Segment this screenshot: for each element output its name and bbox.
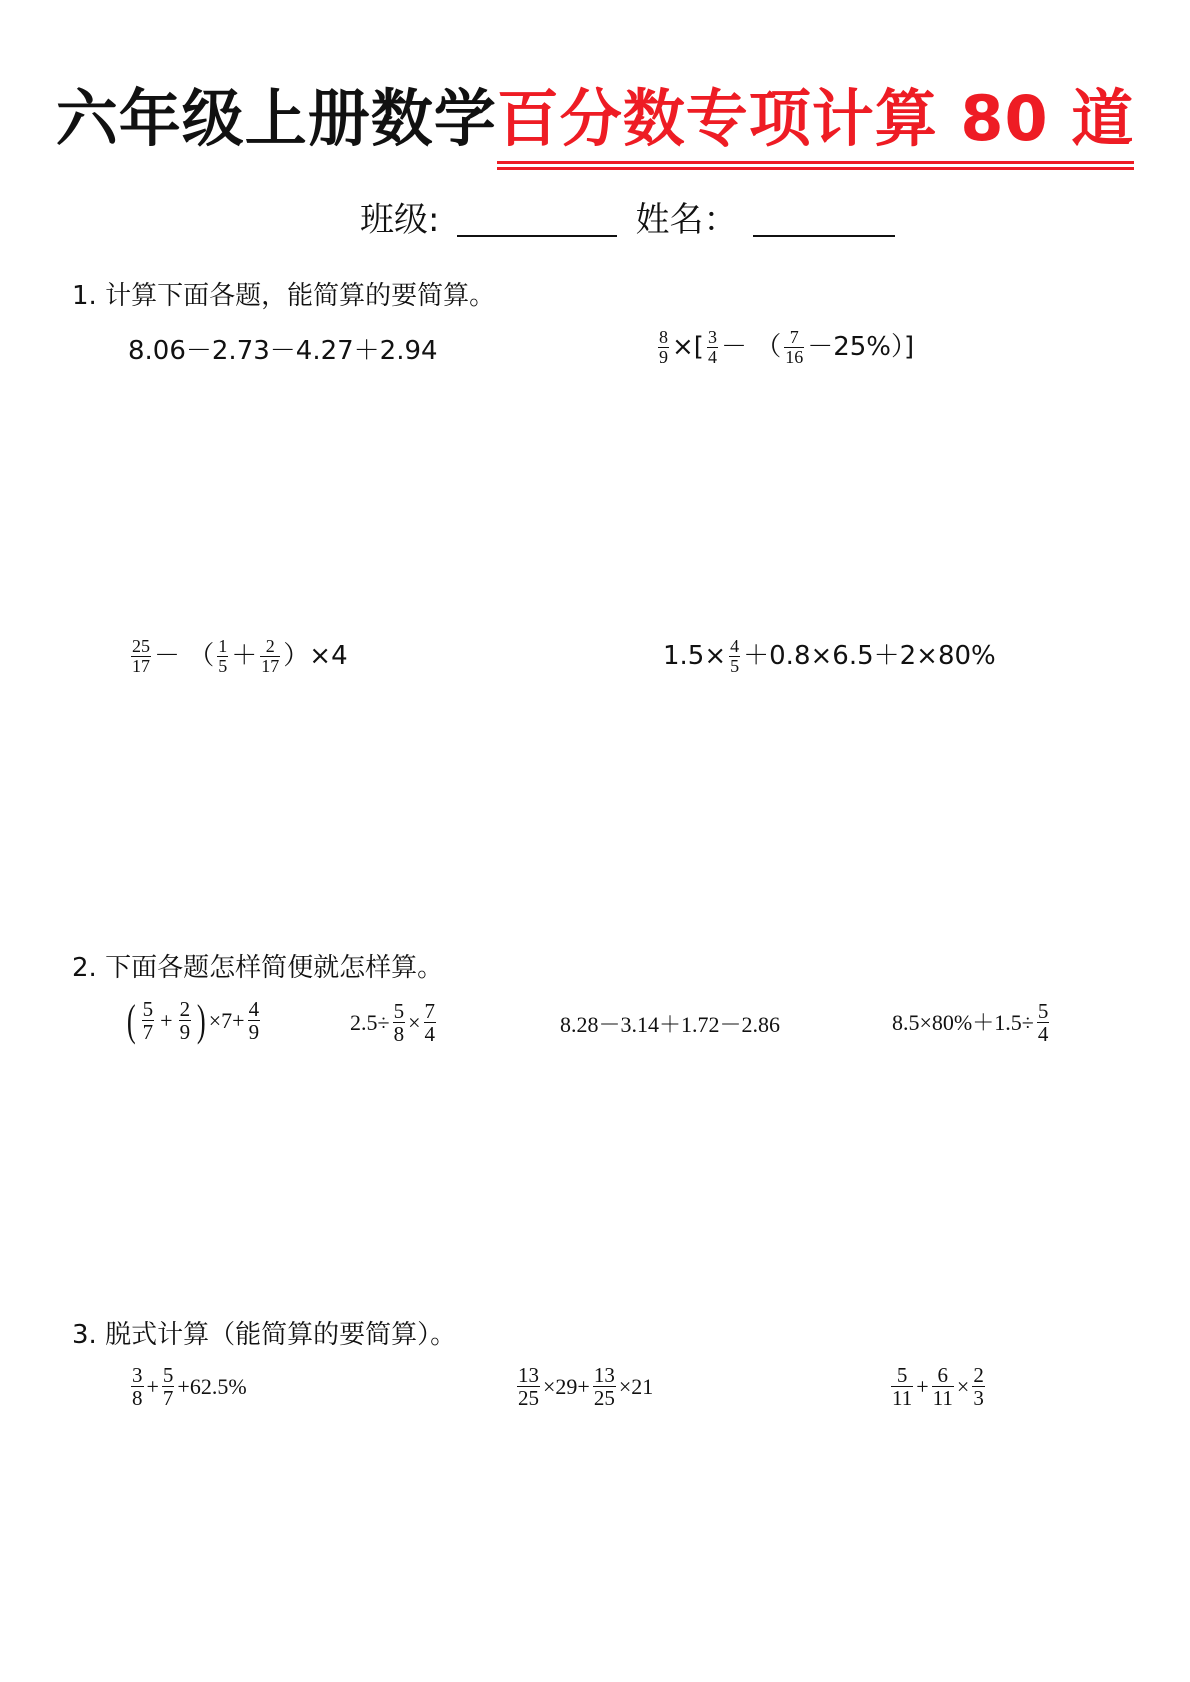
q1-d-expression [663, 637, 996, 676]
fraction: $\frac{1}{5}$ [218, 636, 228, 676]
operator: ＋0.8×6.5＋2×80% [743, 641, 996, 672]
left-paren: ( [126, 995, 136, 1045]
operator: + [916, 1373, 929, 1399]
operator: ×[ [672, 332, 704, 363]
fraction: $\frac{25}{17}$ [132, 636, 150, 676]
fraction: $\frac{5}{7}$ [142, 997, 154, 1045]
operator: ×21 [618, 1373, 654, 1399]
title-underline-2 [497, 167, 1134, 170]
name-label: 姓名： [635, 200, 738, 240]
fraction: $\frac{5}{7}$ [162, 1363, 174, 1411]
operator: ＋ [231, 641, 258, 672]
student-info-line [360, 200, 895, 240]
operator: × [956, 1373, 970, 1399]
operator: + [146, 1373, 159, 1399]
title-red-part [496, 82, 1135, 155]
q2-a-expression [124, 995, 263, 1045]
fraction: $\frac{2}{3}$ [973, 1363, 984, 1411]
fraction: $\frac{13}{25}$ [518, 1363, 539, 1411]
fraction: $\frac{5}{8}$ [393, 999, 405, 1047]
operator: －25%）] [807, 332, 915, 363]
q3-a-expression [128, 1364, 247, 1409]
operator: － （ [154, 641, 215, 672]
operator: ×7+ [208, 1007, 245, 1033]
operator: 8.5×80%＋1.5÷ [892, 1009, 1034, 1035]
right-paren: ) [197, 995, 206, 1045]
q1-c-expression [128, 637, 348, 676]
name-blank-field[interactable] [753, 205, 895, 237]
operator: 1.5× [663, 641, 727, 672]
section-3-heading: 3. 脱式计算（能简算的要简算）。 [72, 1320, 457, 1350]
title-red-text: 百分数专项计算 80 道 [496, 82, 1135, 155]
page-title [0, 82, 1190, 155]
q2-c-expression: 8.28－3.14＋1.72－2.86 [560, 1012, 781, 1037]
q3-c-expression [888, 1364, 988, 1409]
fraction: $\frac{6}{11}$ [932, 1363, 953, 1411]
operator: ）×4 [283, 641, 348, 672]
q2-b-expression [350, 1000, 439, 1045]
operator: 2.5÷ [350, 1009, 390, 1035]
title-black-part: 六年级上册数学 [55, 82, 497, 155]
class-blank-field[interactable] [457, 205, 617, 237]
q1-a-expression: 8.06－2.73－4.27＋2.94 [128, 336, 438, 366]
q2-d-expression [892, 1000, 1052, 1045]
q1-b-expression [655, 328, 914, 367]
fraction: $\frac{2}{17}$ [261, 636, 280, 676]
fraction: $\frac{5}{4}$ [1037, 999, 1049, 1047]
fraction: $\frac{4}{9}$ [248, 997, 260, 1045]
operator: ×29+ [543, 1373, 590, 1399]
fraction: $\frac{13}{25}$ [593, 1363, 615, 1411]
fraction: $\frac{7}{16}$ [785, 327, 804, 367]
q3-b-expression [514, 1364, 653, 1409]
fraction: $\frac{7}{4}$ [424, 999, 435, 1047]
fraction: $\frac{3}{4}$ [707, 327, 717, 367]
section-2-heading: 2. 下面各题怎样简便就怎样算。 [72, 953, 444, 983]
operator: + [160, 1007, 173, 1033]
operator: +62.5% [177, 1373, 247, 1399]
fraction: $\frac{5}{11}$ [892, 1363, 913, 1411]
operator: － （ [720, 332, 782, 363]
title-underline-1 [497, 161, 1134, 164]
fraction: $\frac{2}{9}$ [179, 997, 191, 1045]
fraction: $\frac{4}{5}$ [730, 636, 740, 676]
fraction: $\frac{3}{8}$ [132, 1363, 143, 1411]
operator: × [408, 1009, 421, 1035]
fraction: $\frac{8}{9}$ [659, 327, 668, 367]
section-1-heading: 1. 计算下面各题，能简算的要简算。 [72, 281, 496, 311]
class-label: 班级: [360, 200, 440, 240]
